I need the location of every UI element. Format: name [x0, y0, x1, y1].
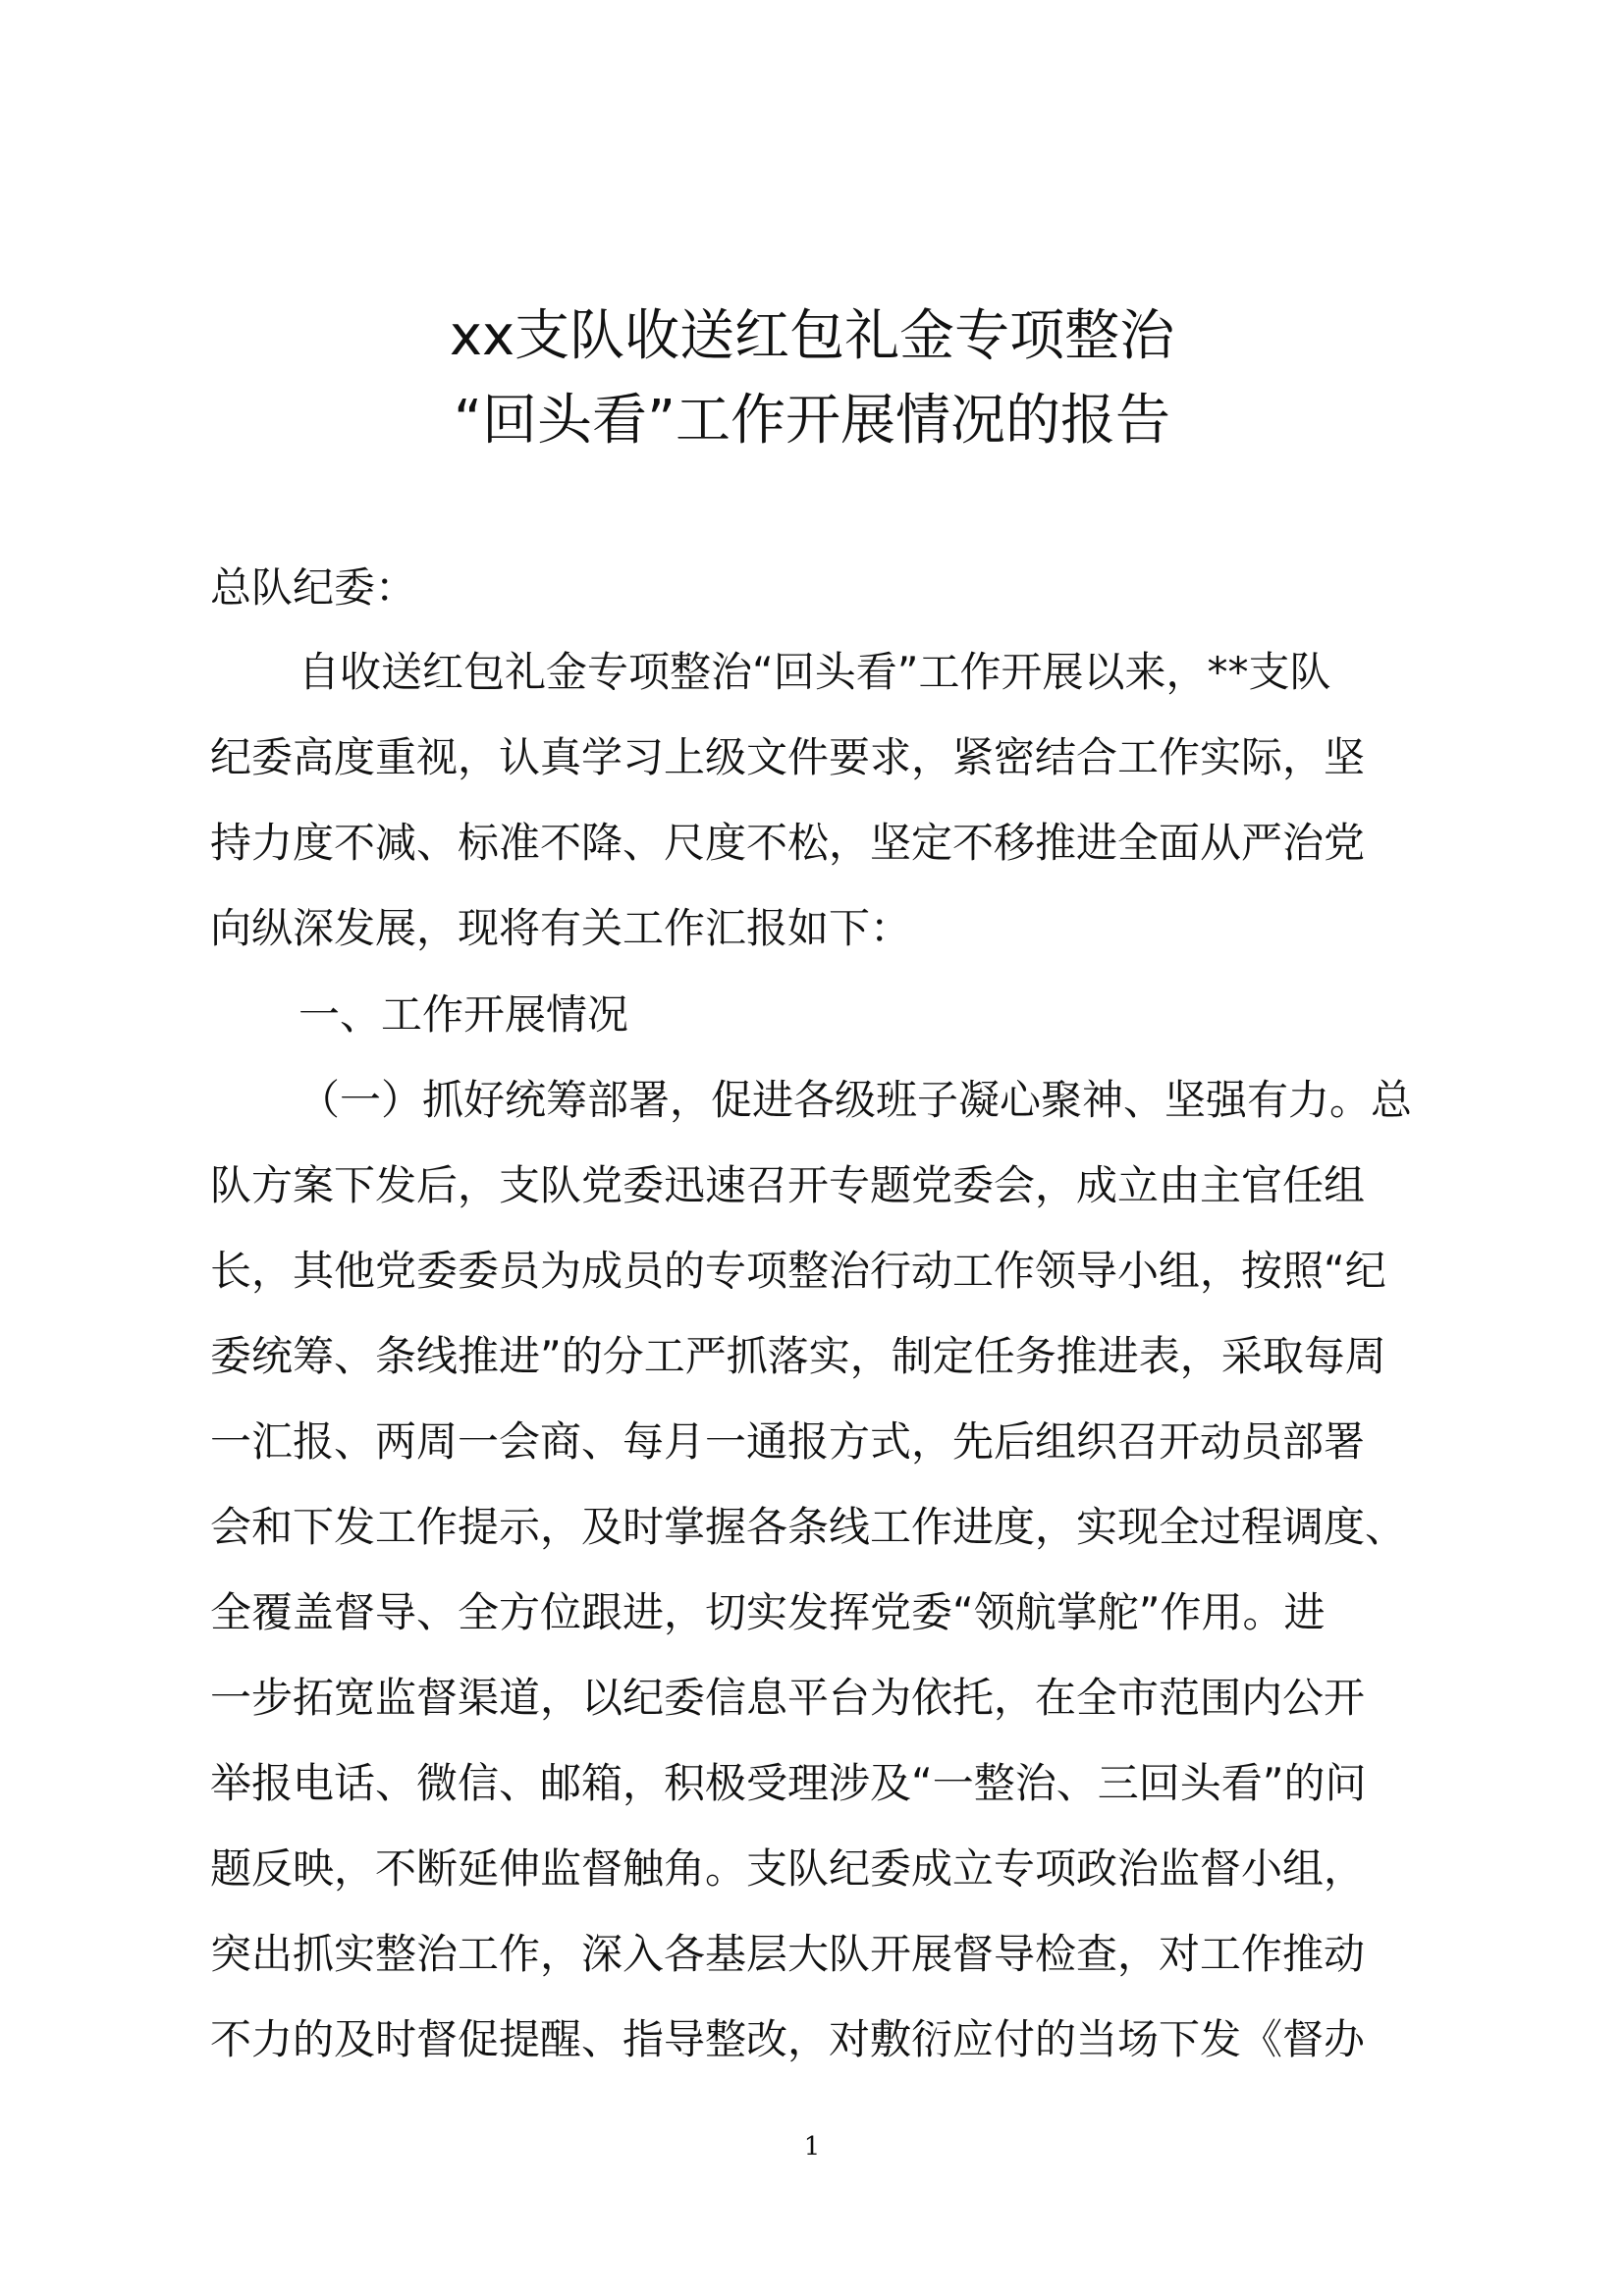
intro-line: 向纵深发展，现将有关工作汇报如下：: [210, 904, 912, 952]
body-line: 全覆盖督导、全方位跟进，切实发挥党委“领航掌舵”作用。进: [210, 1588, 1326, 1636]
page-number: 1: [803, 2132, 821, 2162]
body-line: 长，其他党委委员为成员的专项整治行动工作领导小组，按照“纪: [210, 1247, 1386, 1295]
body-line: 突出抓实整治工作，深入各基层大队开展督导检查，对工作推动: [210, 1930, 1366, 1978]
intro-line: 纪委高度重视，认真学习上级文件要求，紧密结合工作实际，坚: [210, 733, 1366, 781]
intro-line: 持力度不减、标准不降、尺度不松，坚定不移推进全面从严治党: [210, 819, 1366, 867]
body-line: 不力的及时督促提醒、指导整改，对敷衍应付的当场下发《督办: [210, 2015, 1366, 2063]
salutation: 总队纪委：: [210, 563, 417, 612]
intro-line: 自收送红包礼金专项整治“回头看”工作开展以来，**支队: [298, 648, 1331, 696]
report-title-line-2: “回头看”工作开展情况的报告: [453, 389, 1171, 453]
body-line: （一）抓好统筹部署，促进各级班子凝心聚神、坚强有力。总: [298, 1076, 1413, 1124]
body-line: 队方案下发后，支队党委迅速召开专题党委会，成立由主官任组: [210, 1161, 1366, 1209]
body-line: 一汇报、两周一会商、每月一通报方式，先后组织召开动员部署: [210, 1417, 1366, 1466]
body-line: 题反映，不断延伸监督触角。支队纪委成立专项政治监督小组，: [210, 1844, 1366, 1893]
report-title-line-1: xx支队收送红包礼金专项整治: [449, 304, 1175, 368]
body-line: 委统筹、条线推进”的分工严抓落实，制定任务推进表，采取每周: [210, 1332, 1386, 1380]
body-line: 举报电话、微信、邮箱，积极受理涉及“一整治、三回头看”的问: [210, 1759, 1367, 1807]
body-line: 一步拓宽监督渠道，以纪委信息平台为依托，在全市范围内公开: [210, 1674, 1366, 1722]
body-line: 会和下发工作提示，及时掌握各条线工作进度，实现全过程调度、: [210, 1503, 1407, 1551]
section-heading: 一、工作开展情况: [298, 990, 629, 1039]
